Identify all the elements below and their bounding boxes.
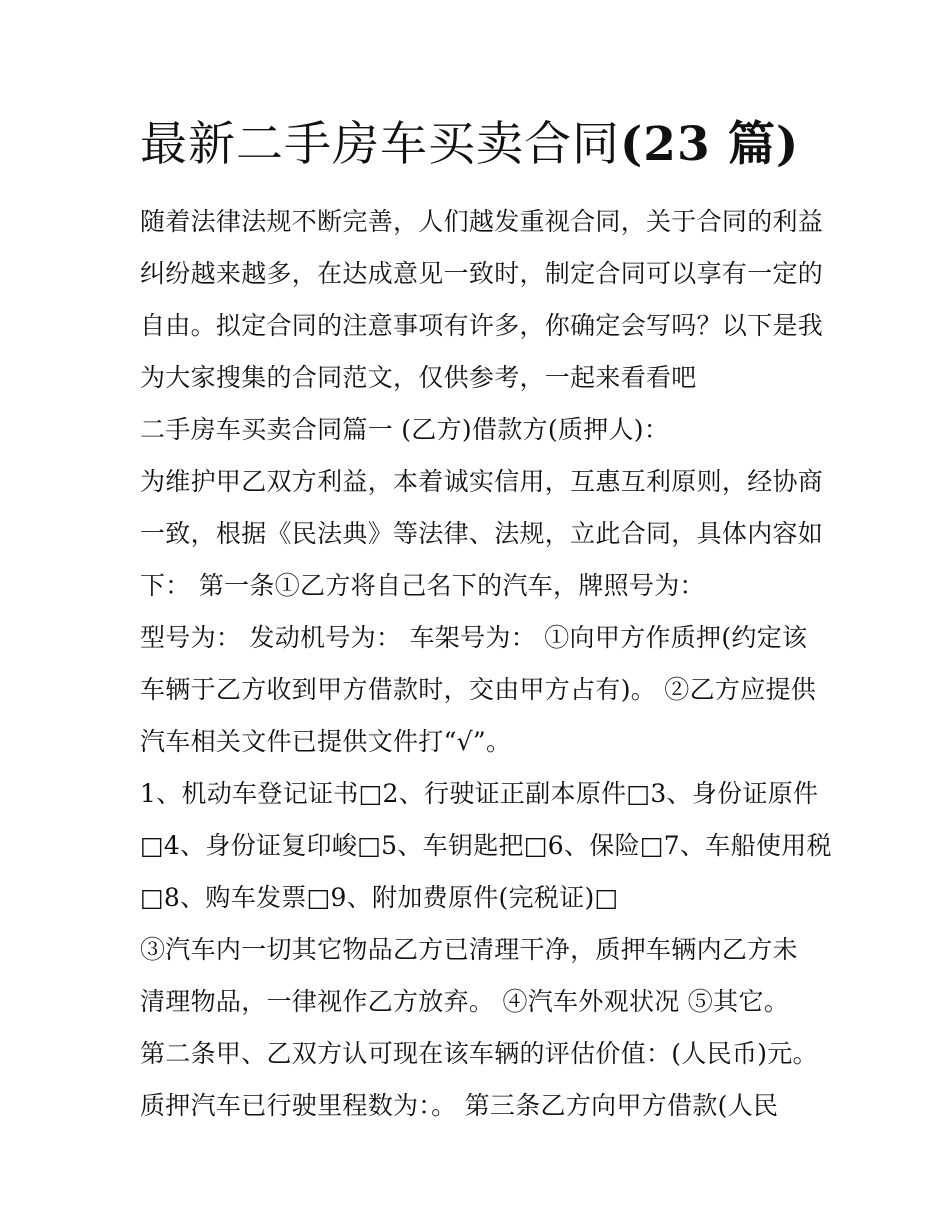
paragraph-line: 为维护甲乙双方利益，本着诚实信用，互惠互利原则，经协商 — [140, 467, 824, 496]
checklist-line: □8、购车发票□9、附加费原件(完税证)□ — [140, 883, 619, 912]
checklist-line: □4、身份证复印峻□5、车钥匙把□6、保险□7、车船使用税 — [140, 831, 832, 860]
paragraph-line: 质押汽车已行驶里程数为：。 第三条乙方向甲方借款(人民 — [140, 1091, 779, 1120]
paragraph-line: 下： 第一条①乙方将自己名下的汽车，牌照号为： — [140, 571, 705, 600]
paragraph-line: ③汽车内一切其它物品乙方已清理干净，质押车辆内乙方未 — [140, 935, 798, 964]
paragraph-line: 一致，根据《民法典》等法律、法规，立此合同，具体内容如 — [140, 519, 824, 548]
paragraph-line: 型号为： 发动机号为： 车架号为： ①向甲方作质押(约定该 — [140, 623, 808, 652]
title-main: 最新二手房车买卖合同 — [140, 117, 620, 172]
paragraph-line: 汽车相关文件已提供文件打“√”。 — [140, 727, 512, 756]
paragraph-line: 清理物品，一律视作乙方放弃。 ④汽车外观状况 ⑤其它。 — [140, 987, 789, 1016]
paragraph-line: 第二条甲、乙双方认可现在该车辆的评估价值：(人民币)元。 — [140, 1039, 818, 1068]
paragraph-line: 车辆于乙方收到甲方借款时，交由甲方占有)。 ②乙方应提供 — [140, 675, 817, 704]
document-title — [140, 112, 799, 178]
paragraph-line: 纠纷越来越多，在达成意见一致时，制定合同可以享有一定的 — [140, 259, 824, 288]
paragraph-line: 随着法律法规不断完善，人们越发重视合同，关于合同的利益 — [140, 207, 824, 236]
checklist-line: 1、机动车登记证书□2、行驶证正副本原件□3、身份证原件 — [140, 779, 819, 808]
title-suffix: (23 篇) — [620, 117, 800, 172]
document-body — [140, 196, 830, 1132]
section-heading: 二手房车买卖合同篇一 (乙方)借款方(质押人)： — [140, 415, 670, 444]
paragraph-line: 为大家搜集的合同范文，仅供参考，一起来看看吧 — [140, 363, 697, 392]
paragraph-line: 自由。拟定合同的注意事项有许多，你确定会写吗？以下是我 — [140, 311, 824, 340]
